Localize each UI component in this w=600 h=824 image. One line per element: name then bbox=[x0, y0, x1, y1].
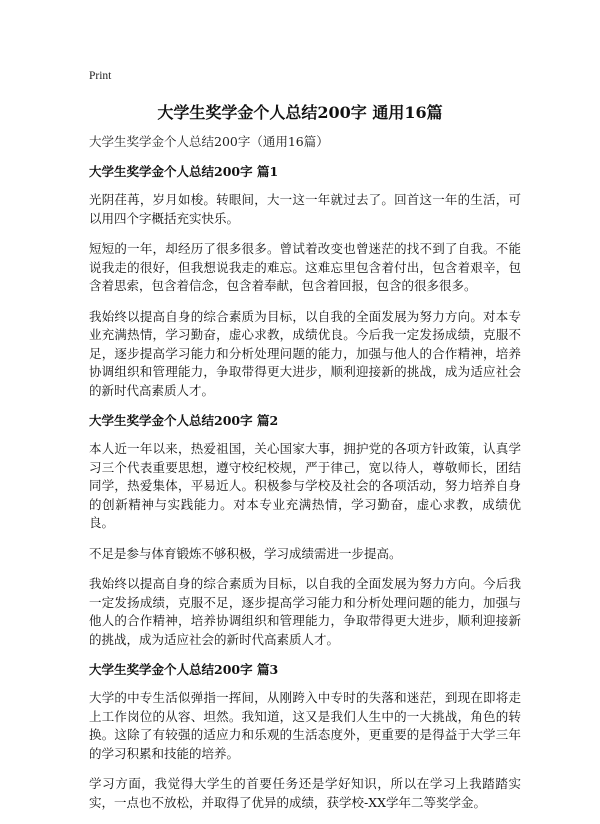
paragraph: 本人近一年以来，热爱祖国，关心国家大事，拥护党的各项方针政策，认真学习三个代表重要思想，遵守校纪校规，严于律己，宽以待人，尊敬师长，团结同学，热爱集体，平易近人。积极参与学校及社会的各项活动，努力培养自身的创新精神与实践能力。对本专业充满热情，学习勤奋，虚心求教，成绩优良。 bbox=[89, 441, 521, 530]
section-2 bbox=[89, 412, 521, 649]
paragraph: 我始终以提高自身的综合素质为目标，以自我的全面发展为努力方向。今后我一定发扬成绩，克服不足，逐步提高学习能力和分析处理问题的能力，加强与他人的合作精神，培养协调组织和管理能力，争取带得更大进步，顺利迎接新的挑战，成为适应社会的新时代高素质人才。 bbox=[89, 576, 521, 647]
section-heading: 大学生奖学金个人总结200字 篇2 bbox=[89, 413, 279, 428]
section-1 bbox=[89, 163, 521, 400]
document-subtitle: 大学生奖学金个人总结200字（通用16篇） bbox=[89, 134, 329, 149]
section-heading: 大学生奖学金个人总结200字 篇1 bbox=[89, 164, 279, 179]
paragraph: 学习方面，我觉得大学生的首要任务还是学好知识，所以在学习上我踏踏实实，一点也不放松，并取得了优异的成绩，获学校-XX学年二等奖学金。 bbox=[89, 776, 521, 810]
paragraph: 我始终以提高自身的综合素质为目标，以自我的全面发展为努力方向。对本专业充满热情，学习勤奋，虚心求教，成绩优良。今后我一定发扬成绩，克服不足，逐步提高学习能力和分析处理问题的能力，加强与他人的合作精神，培养协调组织和管理能力，争取带得更大进步，顺利迎接新的挑战，成为适应社会的新时代高素质人才。 bbox=[89, 308, 521, 398]
section-heading: 大学生奖学金个人总结200字 篇3 bbox=[89, 662, 279, 677]
paragraph: 不足是参与体育锻炼不够积极，学习成绩需进一步提高。 bbox=[89, 545, 402, 561]
paragraph: 光阴荏苒，岁月如梭。转眼间，大一这一年就过去了。回首这一年的生活，可以用四个字概括充实快乐。 bbox=[89, 192, 521, 226]
document-title: 大学生奖学金个人总结200字 通用16篇 bbox=[157, 103, 443, 122]
document-body bbox=[89, 133, 521, 824]
section-3 bbox=[89, 661, 521, 812]
print-link[interactable]: Print bbox=[89, 70, 112, 82]
paragraph: 短短的一年，却经历了很多很多。曾试着改变也曾迷茫的找不到了自我。不能说我走的很好，但我想说我走的难忘。这难忘里包含着付出，包含着艰辛，包含着思索，包含着信念，包含着奉献，包含着回报，包含的很多很多。 bbox=[89, 241, 521, 293]
paragraph: 大学的中专生活似弹指一挥间，从刚跨入中专时的失落和迷茫，到现在即将走上工作岗位的从容、坦然。我知道，这又是我们人生中的一大挑战，角色的转换。这除了有较强的适应力和乐观的生活态度外，更重要的是得益于大学三年的学习积累和技能的培养。 bbox=[89, 690, 521, 761]
